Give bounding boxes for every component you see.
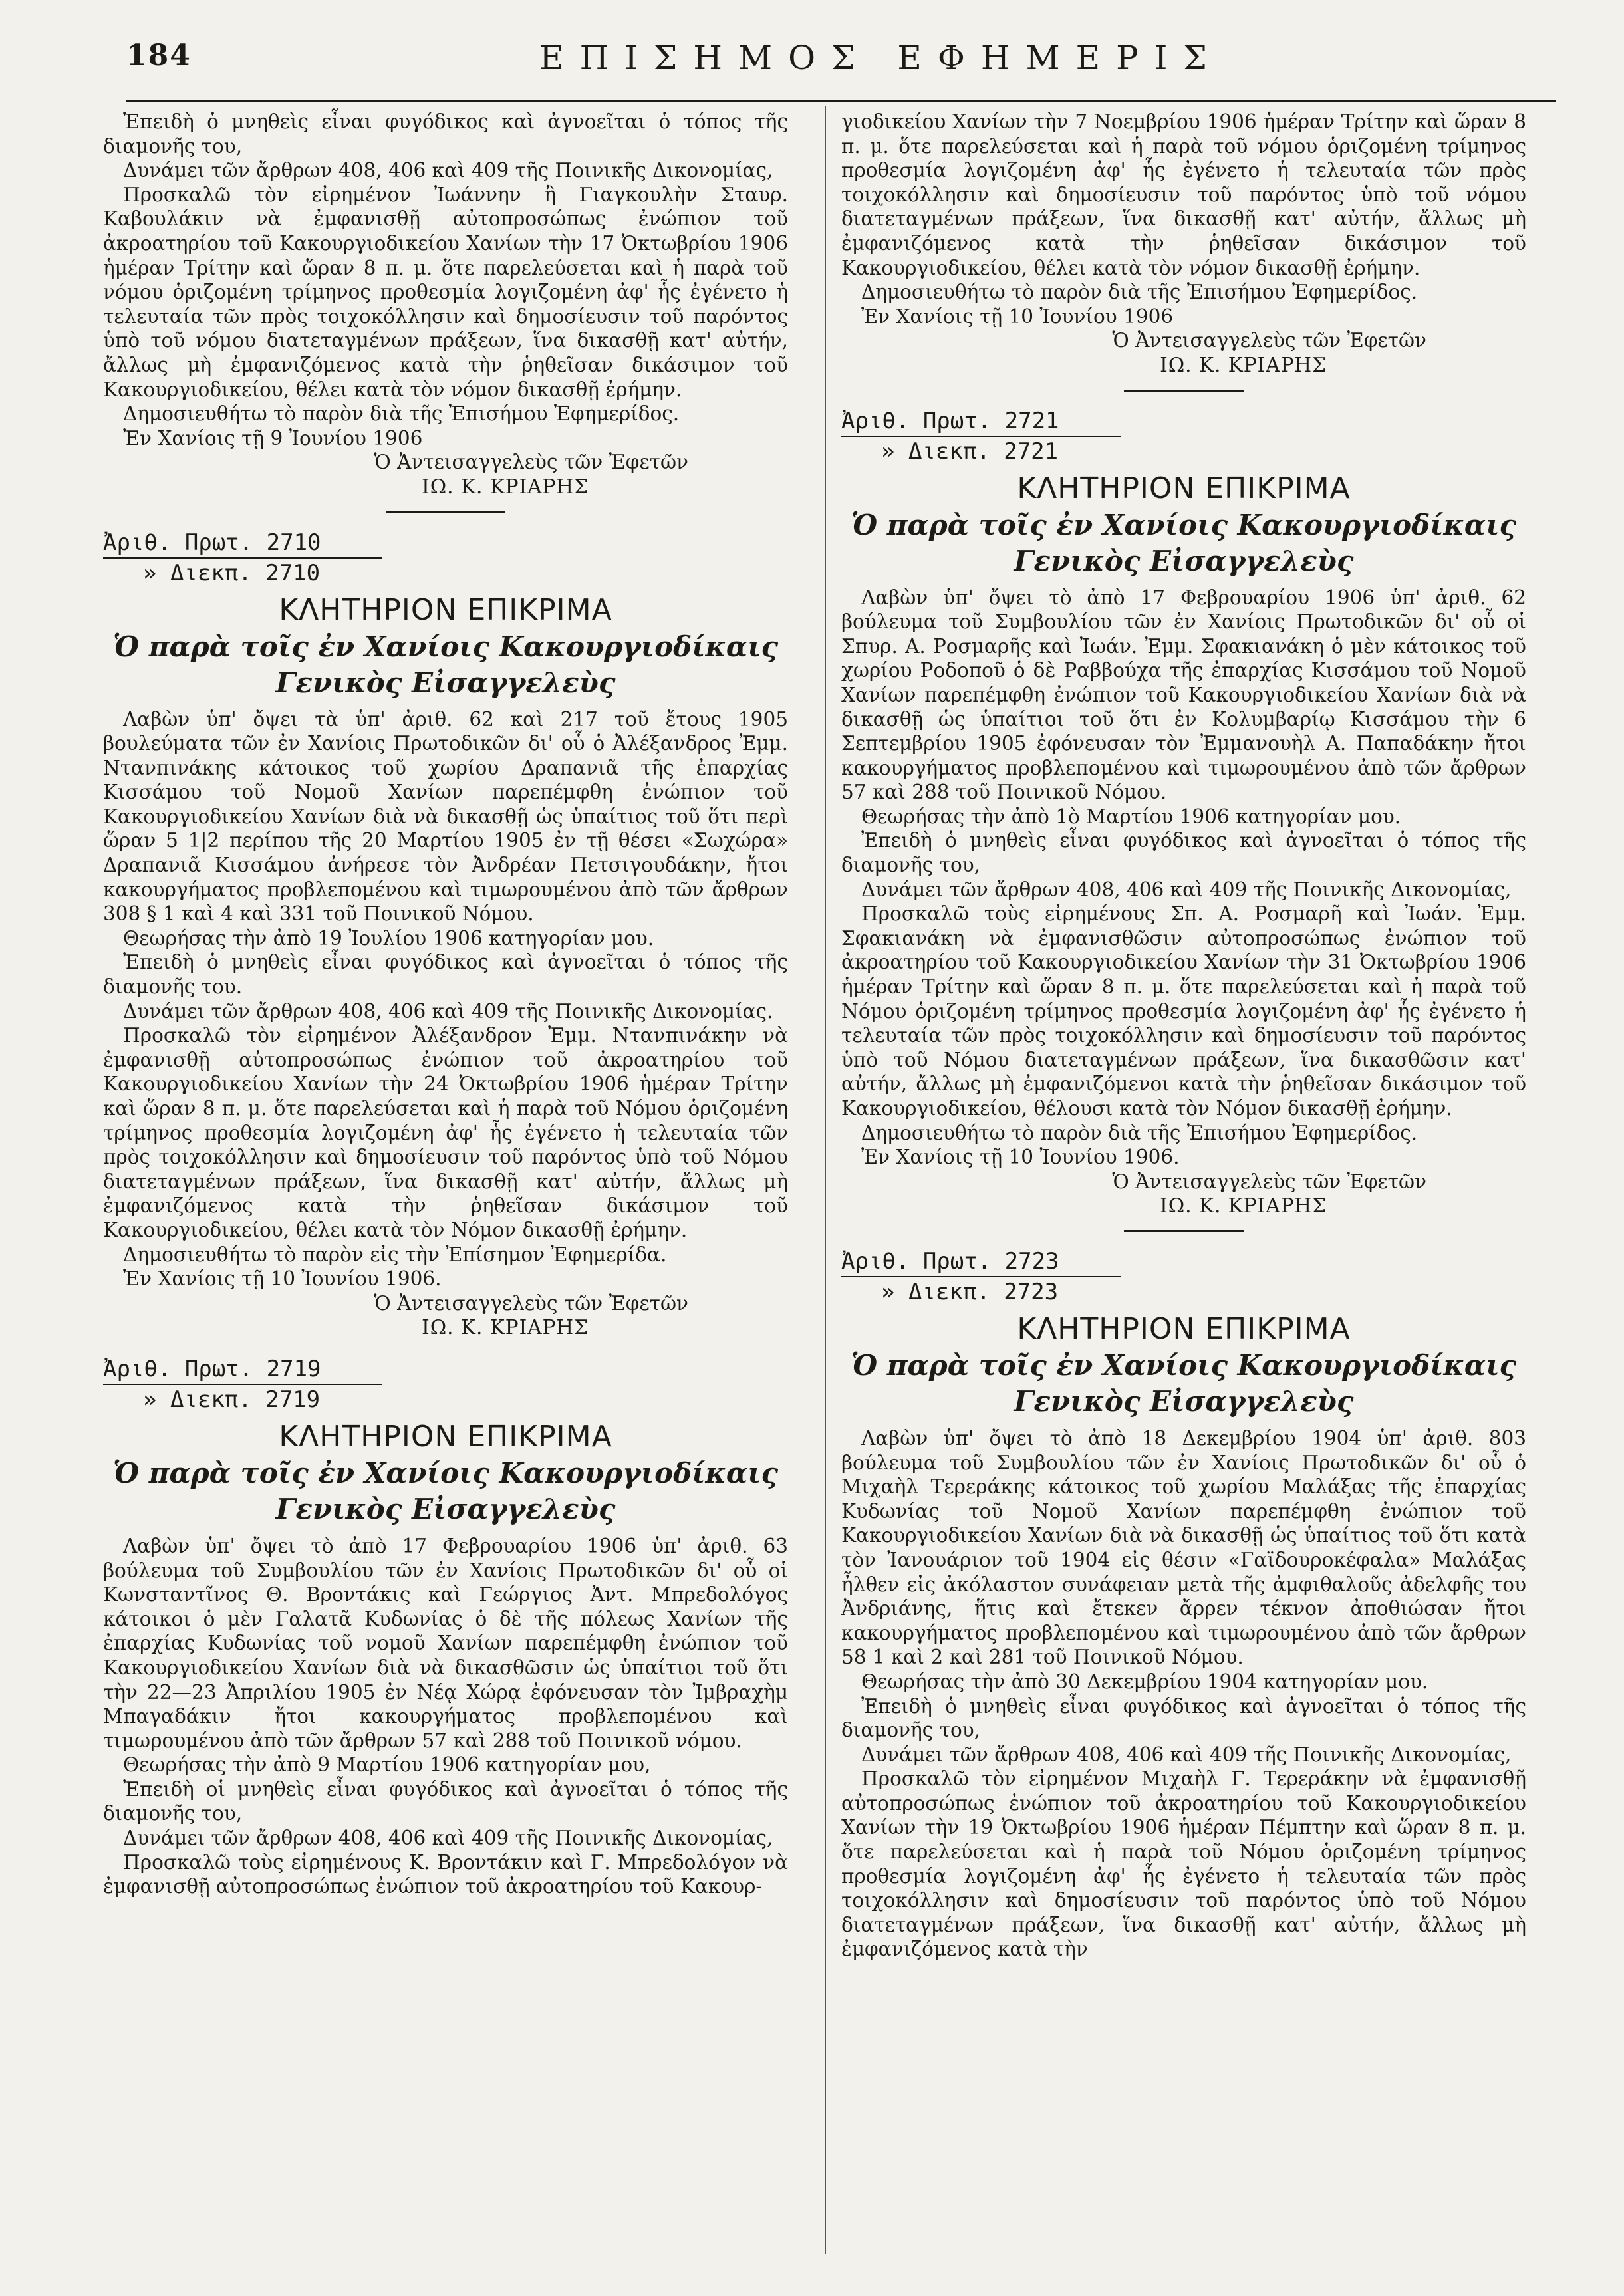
notice-subtitle: Ὁ παρὰ τοῖς ἐν Χανίοις Κακουργιοδίκαις <box>112 630 779 663</box>
notice-title: ΚΛΗΤΗΡΙΟΝ ΕΠΙΚΡΙΜΑ <box>279 592 612 627</box>
dispatch-number: » Διεκπ. 2710 <box>143 559 321 586</box>
notice-title: ΚΛΗΤΗΡΙΟΝ ΕΠΙΚΡΙΜΑ <box>1017 1311 1351 1346</box>
header-rule <box>126 100 1556 102</box>
signature-office: Ὁ Ἀντεισαγγελεὺς τῶν Ἐφετῶν <box>374 1291 688 1315</box>
paragraph: Λαβὼν ὑπ' ὄψει τὸ ἀπὸ 17 Φεβρουαρίου 1906 ὑπ' ἀριθ. 63 βούλευμα τοῦ Συμβουλίου τῶν ἐν Χανίοις Πρωτοδικῶν δι' οὗ οἱ Κωνσταντῖνος Θ. Βροντάκις καὶ Γεώργιος Ἀντ. Μπρεδολόγος κάτοικοι ὁ μὲν Γαλατᾶ Κυδωνίας ὁ δὲ τῆς πόλεως Χανίων τῆς ἐπαρχίας Κυδωνίας τοῦ νομοῦ Χανίων παρεπέμφθη ἐνώπιον τοῦ Κακουργιοδικείου Χανίων διὰ νὰ δικασθῶσιν ὡς ὑπαίτιοι τοῦ ὅτι τὴν 22—23 Ἀπριλίου 1905 ἐν Νέᾳ Χώρᾳ ἐφόνευσαν τὸν Ἰμβραχὴμ Μπαγαδάκιν ἤτοι κακουργήματος προβλεπομένου καὶ τιμωρουμένου ἀπὸ τῶν ἄρθρων 57 καὶ 288 τοῦ Ποινικοῦ νόμου. <box>103 1534 788 1752</box>
notice-2710 <box>103 528 788 1340</box>
column-divider <box>825 106 826 2254</box>
dispatch-number: » Διεκπ. 2719 <box>143 1386 321 1413</box>
notice-subtitle: Ὁ παρὰ τοῖς ἐν Χανίοις Κακουργιοδίκαις <box>112 1456 779 1489</box>
paragraph: Προσκαλῶ τὸν εἰρημένον Ἀλέξανδρον Ἐμμ. Ντανπινάκην νὰ ἐμφανισθῇ αὐτοπροσώπως ἐνώπιον τοῦ ἀκροατηρίου τοῦ Κακουργιοδικείου Χανίων τὴν 24 Ὀκτωβρίου 1906 ἡμέραν Τρίτην καὶ ὥραν 8 π. μ. ὅτε παρελεύσεται καὶ ἡ παρὰ τοῦ Νόμου ὁριζομένη τρίμηνος προθεσμία λογιζομένη ἀφ' ἧς ἐγένετο ἡ τελευταία τῶν πρὸς τοιχοκόλλησιν καὶ δημοσίευσιν τοῦ παρόντος ὑπὸ τοῦ Νόμου διατεταγμένων πράξεων, ἵνα δικασθῇ κατ' αὐτήν, ἄλλως μὴ ἐμφανιζόμενος κατὰ τὴν ῥηθεῖσαν δικάσιμον τοῦ Κακουργιοδικείου, θέλει κατὰ τὸν Νόμον δικασθῇ ἐρήμην. <box>103 1024 788 1241</box>
signature-name: ΙΩ. Κ. ΚΡΙΑΡΗΣ <box>422 1316 589 1339</box>
paragraph: Λαβὼν ὑπ' ὄψει τὸ ἀπὸ 18 Δεκεμβρίου 1904 ὑπ' ἀριθ. 803 βούλευμα τοῦ Συμβουλίου τῶν ἐν Χανίοις Πρωτοδικῶν δι' οὗ ὁ Μιχαὴλ Τερεράκης κάτοικος τοῦ χωρίου Μαλάξας τῆς ἐπαρχίας Κυδωνίας τοῦ Νομοῦ Χανίων παρεπέμφθη ἐνώπιον τοῦ Κακουργιοδικείου Χανίων διὰ νὰ δικασθῇ ὡς ὑπαίτιος τοῦ ὅτι κατὰ τὸν Ἰανουάριον τοῦ 1904 εἰς θέσιν «Γαϊδουροκέφαλα» Μαλάξας ἦλθεν εἰς ἀκόλαστον συνάφειαν μετὰ τῆς ἀμφιθαλοῦς ἀδελφῆς του Ἀνδριάνης, ἥτις καὶ ἔτεκεν ἄρρεν τέκνον ἀποθιώσαν ἤτοι κακουργήματος προβλεπομένου καὶ τιμωρουμένου ἀπὸ τῶν ἄρθρων 58 1 καὶ 2 καὶ 281 τοῦ Ποινικοῦ Νόμου. <box>841 1426 1526 1669</box>
paragraph: Δυνάμει τῶν ἄρθρων 408, 406 καὶ 409 τῆς Ποινικῆς Δικονομίας, <box>123 1827 773 1850</box>
protocol-number: Ἀριθ. Πρωτ. 2710 <box>103 529 321 556</box>
date-line: Ἐν Χανίοις τῇ 10 Ἰουνίου 1906. <box>123 1267 442 1291</box>
paragraph: Προσκαλῶ τοὺς εἰρημένους Σπ. Α. Ροσμαρῆ καὶ Ἰωάν. Ἐμμ. Σφακιανάκη νὰ ἐμφανισθῶσιν αὐτοπροσώπως ἐνώπιον τοῦ ἀκροατηρίου τοῦ Κακουργιοδικείου Χανίων τὴν 31 Ὀκτωβρίου 1906 ἡμέραν Τρίτην καὶ ὥραν 8 π. μ. ὅτε παρελεύσεται καὶ ἡ παρὰ τοῦ Νόμου ὁριζομένη τρίμηνος προθεσμία λογιζομένη ἀφ' ἧς ἐγένετο ἡ τελευταία τῶν πρὸς τοιχοκόλλησιν καὶ δημοσίευσιν τοῦ παρόντος ὑπὸ τοῦ Νόμου διατεταγμένων πράξεων, ἵνα δικασθῶσιν κατ' αὐτήν, ἄλλως μὴ ἐμφανιζόμενοι κατὰ τὴν ῥηθεῖσαν δικάσιμον τοῦ Κακουργιοδικείου, θέλουσι κατὰ τὸν Νόμον δικασθῇ ἐρήμην. <box>841 902 1526 1120</box>
notice-subtitle-2: Γενικὸς Εἰσαγγελεὺς <box>275 666 616 699</box>
left-column <box>103 110 788 1899</box>
notice-title: ΚΛΗΤΗΡΙΟΝ ΕΠΙΚΡΙΜΑ <box>1017 471 1351 505</box>
right-column <box>841 110 1526 1962</box>
notice-subtitle-2: Γενικὸς Εἰσαγγελεὺς <box>275 1492 616 1525</box>
separator-rule <box>1124 1230 1244 1232</box>
date-line: Ἐν Χανίοις τῇ 10 Ἰουνίου 1906 <box>861 305 1174 328</box>
separator-rule <box>1124 390 1244 392</box>
notice-continued-top-right <box>841 110 1526 392</box>
notice-2723 <box>841 1247 1526 1962</box>
paragraph: Δυνάμει τῶν ἄρθρων 408, 406 καὶ 409 τῆς Ποινικῆς Δικονομίας, <box>861 1743 1512 1766</box>
date-line: Ἐν Χανίοις τῇ 10 Ἰουνίου 1906. <box>861 1146 1180 1169</box>
paragraph: Δημοσιευθήτω τὸ παρὸν εἰς τὴν Ἐπίσημον Ἐφημερίδα. <box>123 1243 667 1266</box>
paragraph: Ἐπειδὴ ὁ μνηθεὶς εἶναι φυγόδικος καὶ ἀγνοεῖται ὁ τόπος τῆς διαμονῆς του, <box>841 1694 1526 1742</box>
notice-2719 <box>103 1354 788 1899</box>
page-number: 184 <box>126 39 192 72</box>
paragraph: Δημοσιευθήτω τὸ παρὸν διὰ τῆς Ἐπισήμου Ἐφημερίδος. <box>123 402 680 426</box>
paragraph: Θεωρήσας τὴν ἀπὸ 19 Ἰουλίου 1906 κατηγορίαν μου. <box>123 926 654 950</box>
paragraph: Δυνάμει τῶν ἄρθρων 408, 406 καὶ 409 τῆς Ποινικῆς Δικονομίας. <box>123 999 773 1023</box>
paragraph: Δυνάμει τῶν ἄρθρων 408, 406 καὶ 409 τῆς Ποινικῆς Δικονομίας, <box>123 159 773 182</box>
paragraph: Ἐπειδὴ ὁ μνηθεὶς εἶναι φυγόδικος καὶ ἀγνοεῖται ὁ τόπος τῆς διαμονῆς του, <box>103 110 788 158</box>
protocol-number: Ἀριθ. Πρωτ. 2721 <box>841 407 1059 434</box>
paragraph: Ἐπειδὴ ὁ μνηθεὶς εἶναι φυγόδικος καὶ ἀγνοεῖται ὁ τόπος τῆς διαμονῆς του, <box>841 829 1526 877</box>
signature-office: Ὁ Ἀντεισαγγελεὺς τῶν Ἐφετῶν <box>1112 329 1426 352</box>
paragraph: Ἐπειδὴ ὁ μνηθεὶς εἶναι φυγόδικος καὶ ἀγνοεῖται ὁ τόπος τῆς διαμονῆς του. <box>103 951 788 999</box>
dispatch-number: » Διεκπ. 2721 <box>881 438 1059 465</box>
paragraph: Προσκαλῶ τὸν εἰρημένον Μιχαὴλ Γ. Τερεράκην νὰ ἐμφανισθῇ αὐτοπροσώπως ἐνώπιον τοῦ ἀκροατηρίου τοῦ Κακουργιοδικείου Χανίων τὴν 19 Ὀκτωβρίου 1906 ἡμέραν Πέμπτην καὶ ὥραν 8 π. μ. ὅτε παρελεύσεται καὶ ἡ παρὰ τοῦ Νόμου ὁριζομένη τρίμηνος προθεσμία λογιζομένη ἀφ' ἧς ἐγένετο ἡ τελευταία τῶν πρὸς τοιχοκόλλησιν καὶ δημοσίευσιν τοῦ παρόντος ὑπὸ τοῦ Νόμου διατεταγμένων πράξεων, ἵνα δικασθῇ κατ' αὐτήν, ἄλλως μὴ ἐμφανιζόμενος κατὰ τὴν <box>841 1767 1526 1961</box>
notice-title: ΚΛΗΤΗΡΙΟΝ ΕΠΙΚΡΙΜΑ <box>279 1419 612 1454</box>
paragraph: Δημοσιευθήτω τὸ παρὸν διὰ τῆς Ἐπισήμου Ἐφημερίδος. <box>861 281 1418 304</box>
separator-rule <box>386 511 505 513</box>
paragraph: Δημοσιευθήτω τὸ παρὸν διὰ τῆς Ἐπισήμου Ἐφημερίδος. <box>861 1121 1418 1144</box>
paragraph: γιοδικείου Χανίων τὴν 7 Νοεμβρίου 1906 ἡμέραν Τρίτην καὶ ὥραν 8 π. μ. ὅτε παρελεύσεται καὶ ἡ παρὰ τοῦ νόμου ὁριζομένη τρίμηνος προθεσμία λογιζομένη ἀφ' ἧς ἐγένετο ἡ τελευταία τῶν πρὸς τοιχοκόλλησιν καὶ δημοσίευσιν τοῦ παρόντος ὑπὸ τοῦ νόμου διατεταγμένων πράξεων, ἵνα δικασθῇ κατ' αὐτήν, ἄλλως μὴ ἐμφανιζόμενος κατὰ τὴν ῥηθεῖσαν δικάσιμον τοῦ Κακουργιοδικείου, θέλει κατὰ τὸν νόμον δικασθῇ ἐρήμην. <box>841 110 1526 279</box>
notice-subtitle: Ὁ παρὰ τοῖς ἐν Χανίοις Κακουργιοδίκαις <box>851 1348 1517 1382</box>
signature-name: ΙΩ. Κ. ΚΡΙΑΡΗΣ <box>1160 353 1327 376</box>
paragraph: Θεωρήσας τὴν ἀπὸ 30 Δεκεμβρίου 1904 κατηγορίαν μου. <box>861 1670 1428 1693</box>
signature-name: ΙΩ. Κ. ΚΡΙΑΡΗΣ <box>422 475 589 498</box>
notice-2721 <box>841 406 1526 1232</box>
paragraph: Δυνάμει τῶν ἄρθρων 408, 406 καὶ 409 τῆς Ποινικῆς Δικονομίας, <box>861 878 1512 901</box>
paragraph: Λαβὼν ὑπ' ὄψει τὰ ὑπ' ἀριθ. 62 καὶ 217 τοῦ ἔτους 1905 βουλεύματα τῶν ἐν Χανίοις Πρωτοδικῶν δι' οὗ ὁ Ἀλέξανδρος Ἐμμ. Ντανπινάκης κάτοικος τοῦ χωρίου Δραπανιᾶ τῆς ἐπαρχίας Κισσάμου τοῦ Νομοῦ Χανίων παρεπέμφθη ἐνώπιον τοῦ Κακουργιοδικείου Χανίων διὰ νὰ δικασθῇ ὡς ὑπαίτιος τοῦ ὅτι περὶ ὥραν 5 1|2 περίπου τῆς 20 Μαρτίου 1905 ἐν τῇ θέσει «Σωχώρα» Δραπανιᾶ Κισσάμου ἀνήρεσε τὸν Ἀνδρέαν Πετσιγουδάκην, ἤτοι κακουργήματος προβλεπομένου καὶ τιμωρουμένου ἀπὸ τῶν ἄρθρων 308 § 1 καὶ 4 καὶ 331 τοῦ Ποινικοῦ Νόμου. <box>103 707 788 926</box>
signature-office: Ὁ Ἀντεισαγγελεὺς τῶν Ἐφετῶν <box>1112 1170 1426 1193</box>
paragraph: Θεωρήσας τὴν ἀπὸ 9 Μαρτίου 1906 κατηγορίαν μου, <box>123 1753 651 1777</box>
date-line: Ἐν Χανίοις τῇ 9 Ἰουνίου 1906 <box>123 426 423 449</box>
signature-office: Ὁ Ἀντεισαγγελεὺς τῶν Ἐφετῶν <box>374 451 688 474</box>
dispatch-number: » Διεκπ. 2723 <box>881 1278 1059 1305</box>
protocol-number: Ἀριθ. Πρωτ. 2723 <box>841 1247 1059 1275</box>
page-header <box>126 27 1556 100</box>
notice-subtitle: Ὁ παρὰ τοῖς ἐν Χανίοις Κακουργιοδίκαις <box>851 508 1517 541</box>
protocol-number: Ἀριθ. Πρωτ. 2719 <box>103 1355 321 1382</box>
notice-continued-top-left <box>103 110 788 513</box>
notice-subtitle-2: Γενικὸς Εἰσαγγελεὺς <box>1014 1384 1354 1418</box>
paragraph: Λαβὼν ὑπ' ὄψει τὸ ἀπὸ 17 Φεβρουαρίου 1906 ὑπ' ἀριθ. 62 βούλευμα τοῦ Συμβουλίου τῶν ἐν Χανίοις Πρωτοδικῶν δι' οὗ οἱ Σπυρ. Α. Ροσμαρῆς καὶ Ἰωάν. Ἐμμ. Σφακιανάκη ὁ μὲν κάτοικος τοῦ χωρίου Ροδοποῦ ὁ δὲ Ραββούχα τῆς ἐπαρχίας Κισσάμου τοῦ Νομοῦ Χανίων παρεπέμφθη ἐνώπιον τοῦ Κακουργιοδικείου Χανίων διὰ νὰ δικασθῇ ὡς ὑπαίτιοι τοῦ ὅτι ἐν Κολυμβαρίῳ Κισσάμου τὴν 6 Σεπτεμβρίου 1905 ἐφόνευσαν τὸν Ἐμμανουὴλ Α. Παπαδάκην ἤτοι κακουργήματος προβλεπομένου καὶ τιμωρουμένου ἀπὸ τῶν ἄρθρων 57 καὶ 288 τοῦ Ποινικοῦ Νόμου. <box>841 586 1526 804</box>
notice-subtitle-2: Γενικὸς Εἰσαγγελεὺς <box>1014 544 1354 577</box>
paragraph: Προσκαλῶ τὸν εἰρημένον Ἰωάννην ἢ Γιαγκουλὴν Σταυρ. Καβουλάκιν νὰ ἐμφανισθῇ αὐτοπροσώπως ἐνώπιον τοῦ ἀκροατηρίου τοῦ Κακουργιοδικείου Χανίων τὴν 17 Ὀκτωβρίου 1906 ἡμέραν Τρίτην καὶ ὥραν 8 π. μ. ὅτε παρελεύσεται καὶ ἡ παρὰ τοῦ νόμου ὁριζομένη τρίμηνος προθεσμία λογιζομένη ἀφ' ἧς ἐγένετο ἡ τελευταία τῶν πρὸς τοιχοκόλλησιν καὶ δημοσίευσιν τοῦ παρόντος ὑπὸ τοῦ νόμου διατεταγμένων πράξεων, ἵνα δικασθῇ κατ' αὐτήν, ἄλλως μὴ ἐμφανιζόμενος κατὰ τὴν ῥηθεῖσαν δικάσιμον τοῦ Κακουργιοδικείου, θέλει κατὰ τὸν νόμον δικασθῇ ἐρήμην. <box>103 183 788 401</box>
paragraph: Θεωρήσας τὴν ἀπὸ 1ὸ Μαρτίου 1906 κατηγορίαν μου. <box>861 805 1401 828</box>
paragraph: Ἐπειδὴ οἱ μνηθεὶς εἶναι φυγόδικος καὶ ἀγνοεῖται ὁ τόπος τῆς διαμονῆς του, <box>103 1777 788 1825</box>
masthead-title: ΕΠΙΣΗΜΟΣ ΕΦΗΜΕΡΙΣ <box>539 39 1223 77</box>
paragraph: Προσκαλῶ τοὺς εἰρημένους Κ. Βροντάκιν καὶ Γ. Μπρεδολόγον νὰ ἐμφανισθῇ αὐτοπροσώπως ἐνώπιον τοῦ ἀκροατηρίου τοῦ Κακουρ- <box>103 1850 788 1898</box>
signature-name: ΙΩ. Κ. ΚΡΙΑΡΗΣ <box>1160 1194 1327 1217</box>
